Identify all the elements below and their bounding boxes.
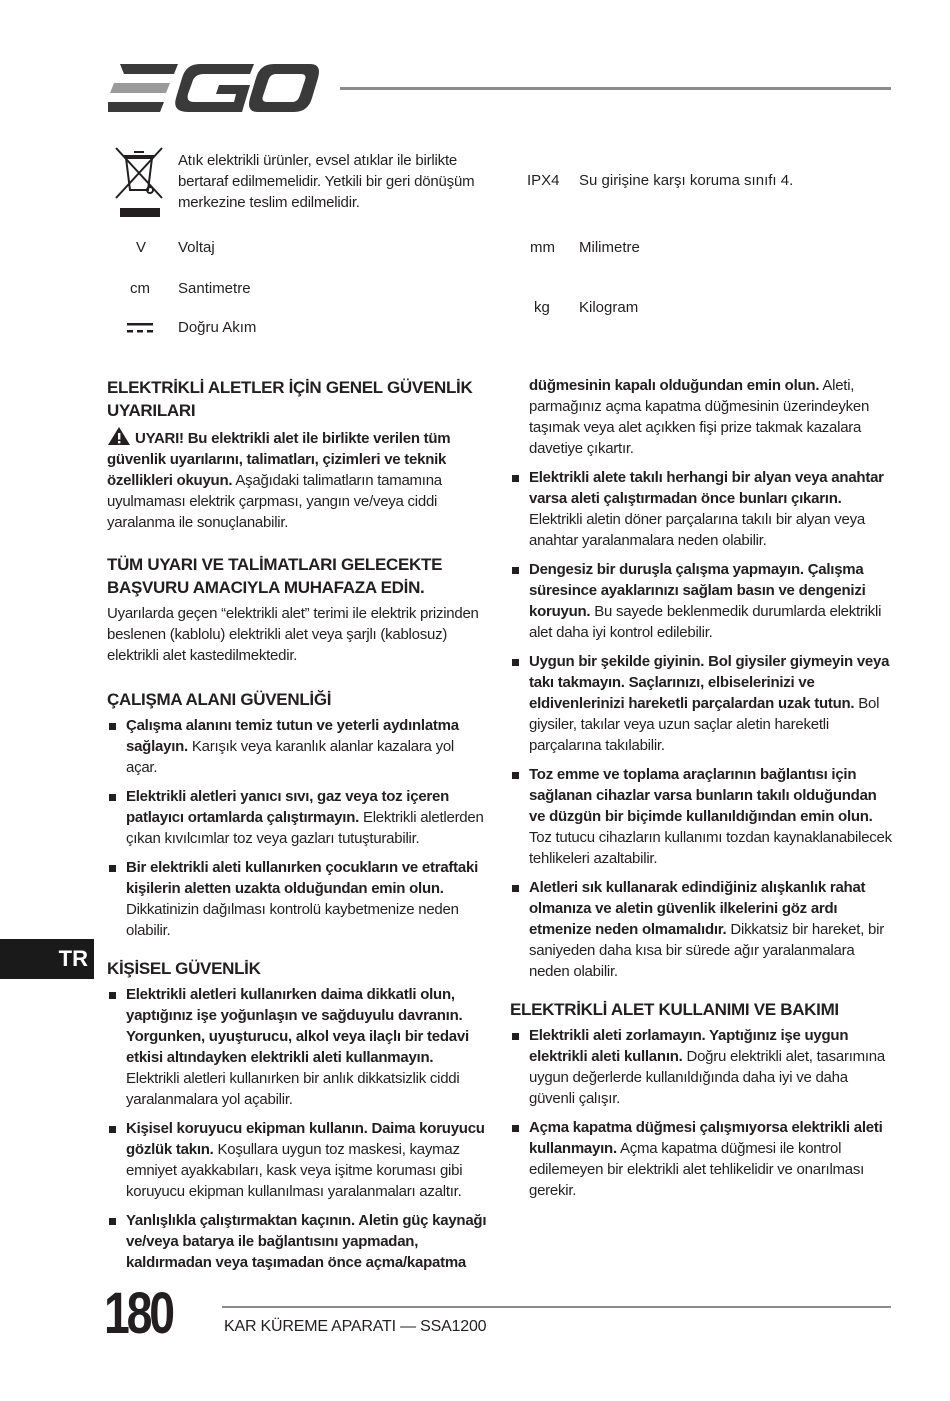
list-item bbox=[510, 877, 892, 982]
item-text: Koşullara uygun toz maskesi, kaymaz emniyet ayakkabıları, kask veya işitme koruması gibi koruyucu ekipman kullanılması yaralanmaları azaltır. bbox=[126, 1141, 463, 1200]
list-item-continued bbox=[510, 375, 892, 459]
list-item bbox=[510, 467, 892, 551]
language-tab-label: TR bbox=[58, 946, 88, 971]
heading-personal-safety: KİŞİSEL GÜVENLİK bbox=[107, 959, 261, 978]
item-text: Karışık veya karanlık alanlar kazalara yol açar. bbox=[126, 738, 454, 776]
list-item bbox=[107, 984, 487, 1110]
list-item bbox=[107, 786, 487, 849]
warning-paragraph bbox=[107, 426, 487, 533]
cm-symbol: cm bbox=[130, 280, 150, 297]
list-item bbox=[107, 1118, 487, 1202]
footer-title: KAR KÜREME APARATI — SSA1200 bbox=[224, 1318, 487, 1335]
list-item bbox=[107, 857, 487, 941]
item-bold: Dengesiz bir duruşla çalışma yapmayın. Çalışma süresince ayaklarınızı sağlam basın ve dengenizi koruyun. bbox=[529, 561, 866, 620]
list-item bbox=[510, 1025, 892, 1109]
item-text: Bol giysiler, takılar veya uzun saçlar aletin hareketli parçalarına takılabilir. bbox=[529, 695, 880, 754]
warning-bold-text: UYARI! Bu elektrikli alet ile birlikte verilen tüm güvenlik uyarılarını, talimatları, çizimleri ve teknik özellikleri okuyun. bbox=[107, 430, 451, 489]
work-area-list bbox=[107, 715, 487, 941]
item-text: Toz tutucu cihazların kullanımı tozdan kaynaklanabilecek tehlikeleri azaltabilir. bbox=[529, 829, 892, 867]
cm-description: Santimetre bbox=[178, 280, 251, 297]
weee-description bbox=[178, 150, 474, 213]
weee-line-2: bertaraf edilmemelidir. Yetkili bir geri dönüşüm bbox=[178, 173, 475, 190]
header-rule bbox=[340, 87, 891, 90]
ego-logo bbox=[108, 64, 320, 112]
item-bold: Uygun bir şekilde giyinin. Bol giysiler giymeyin veya takı takmayın. Saçlarınızı, elbiselerinizi ve eldivenlerinizi hareketli parçalardan uzak tutun. bbox=[529, 653, 890, 712]
list-item bbox=[107, 715, 487, 778]
heading-save-instructions bbox=[107, 553, 487, 599]
heading-save-line-1: TÜM UYARI VE TALİMATLARI GELECEKTE bbox=[107, 555, 443, 574]
ipx4-description: Su girişine karşı koruma sınıfı 4. bbox=[579, 172, 794, 189]
item-text: Dikkatinizin dağılması kontrolü kaybetmenize neden olabilir. bbox=[126, 901, 459, 939]
weee-line-3: merkezine teslim edilmelidir. bbox=[178, 194, 360, 211]
weee-line-1: Atık elektrikli ürünler, evsel atıklar ile birlikte bbox=[178, 152, 458, 169]
item-bold: düğmesinin kapalı olduğundan emin olun. bbox=[529, 377, 820, 394]
item-bold: Toz emme ve toplama araçlarının bağlantısı için sağlanan cihazlar varsa bunların takılı olduğundan ve düzgün bir biçimde kullanıldığından emin olun. bbox=[529, 766, 877, 825]
mm-description: Milimetre bbox=[579, 239, 640, 256]
volt-description: Voltaj bbox=[178, 239, 215, 256]
heading-general-safety bbox=[107, 376, 487, 422]
item-text: Dikkatsiz bir hareket, bir saniyeden daha kısa bir sürede ağır yaralanmalara neden olabilir. bbox=[529, 921, 884, 980]
left-column bbox=[107, 376, 487, 1285]
warning-text: Aşağıdaki talimatların tamamına uyulmaması elektrik çarpması, yangın ve/veya ciddi yaralanma ile sonuçlanabilir. bbox=[107, 472, 442, 531]
item-text: Elektrikli aletin döner parçalarına takılı bir alyan veya anahtar yaralanmalara neden olabilir. bbox=[529, 511, 865, 549]
list-item bbox=[510, 764, 892, 869]
heading-save-line-2: BAŞVURU AMACIYLA MUHAFAZA EDİN. bbox=[107, 578, 425, 597]
item-bold: Elektrikli aleti zorlamayın. Yaptığınız işe uygun elektrikli aleti kullanın. bbox=[529, 1027, 849, 1065]
item-bold: Elektrikli aletleri yanıcı sıvı, gaz veya toz içeren patlayıcı ortamlarda çalıştırmayın. bbox=[126, 788, 450, 826]
item-bold: Bir elektrikli aleti kullanırken çocukların ve etraftaki kişilerin aletten uzakta olduğundan emin olun. bbox=[126, 859, 478, 897]
heading-general-line-2: UYARILARI bbox=[107, 401, 196, 420]
dc-description: Doğru Akım bbox=[178, 319, 257, 336]
list-item bbox=[107, 1210, 487, 1273]
list-item bbox=[510, 559, 892, 643]
item-text: Elektrikli aletlerden çıkan kıvılcımlar toz veya gazları tutuşturabilir. bbox=[126, 809, 484, 847]
kg-symbol: kg bbox=[534, 299, 550, 316]
item-bold: Elektrikli alete takılı herhangi bir alyan veya anahtar varsa aleti çalıştırmadan önce bunları çıkarın. bbox=[529, 469, 884, 507]
kg-description: Kilogram bbox=[579, 299, 639, 316]
item-text: Elektrikli aletleri kullanırken bir anlık dikkatsizlik ciddi yaralanmalara yol açabilir. bbox=[126, 1070, 460, 1108]
heading-tool-use-care: ELEKTRİKLİ ALET KULLANIMI VE BAKIMI bbox=[510, 1000, 839, 1019]
item-bold: Kişisel koruyucu ekipman kullanın. Daima koruyucu gözlük takın. bbox=[126, 1120, 485, 1158]
page-number: 180 bbox=[104, 1281, 172, 1346]
warning-triangle-icon bbox=[107, 426, 131, 446]
item-bold: Yanlışlıkla çalıştırmaktan kaçının. Aletin güç kaynağı ve/veya batarya ile bağlantısını yapmadan, kaldırmadan veya taşımadan önce açma/kapatma bbox=[126, 1212, 487, 1271]
weee-bin-icon bbox=[112, 146, 166, 218]
heading-general-line-1: ELEKTRİKLİ ALETLER İÇİN GENEL GÜVENLİK bbox=[107, 378, 473, 397]
heading-work-area: ÇALIŞMA ALANI GÜVENLİĞİ bbox=[107, 690, 332, 709]
list-item bbox=[510, 1117, 892, 1201]
item-bold: Aletleri sık kullanarak edindiğiniz alışkanlık rahat olmanıza ve aletin güvenlik ilkelerini göz ardı etmenize neden olmamalıdır. bbox=[529, 879, 866, 938]
volt-symbol: V bbox=[136, 239, 147, 256]
ipx4-symbol: IPX4 bbox=[527, 172, 560, 189]
tool-use-list bbox=[510, 1025, 892, 1201]
item-text: Bu sayede beklenmedik durumlarda elektrikli alet daha iyi kontrol edilebilir. bbox=[529, 603, 882, 641]
language-tab bbox=[0, 939, 94, 979]
item-text: Açma kapatma düğmesi ile kontrol edilemeyen bir elektrikli alet tehlikelidir ve onarılması gerekir. bbox=[529, 1140, 865, 1199]
personal-safety-list-continued bbox=[510, 375, 892, 982]
item-bold: Elektrikli aletleri kullanırken daima dikkatli olun, yaptığınız işe yoğunlaşın ve sağduyulu davranın. Yorgunken, uyuşturucu, alkol veya ilaçlı bir tedavi etkisi altındayken elektrikli aleti kullanmayın. bbox=[126, 986, 469, 1066]
save-paragraph: Uyarılarda geçen “elektrikli alet” terimi ile elektrik prizinden beslenen (kablolu) elektrikli alet veya şarjlı (kablosuz) elektrikli alet kastedilmektedir. bbox=[107, 605, 479, 664]
direct-current-icon bbox=[127, 322, 153, 334]
right-column bbox=[510, 375, 892, 1213]
item-text: Aleti, parmağınız açma kapatma düğmesinin üzerindeyken taşımak veya alet açıkken fişi prize takmak kazalara davetiye çıkartır. bbox=[529, 377, 870, 457]
item-text: Doğru elektrikli alet, tasarımına uygun değerlerde kullanıldığında daha iyi ve daha güvenli çalışır. bbox=[529, 1048, 885, 1107]
item-bold: Açma kapatma düğmesi çalışmıyorsa elektrikli aleti kullanmayın. bbox=[529, 1119, 883, 1157]
mm-symbol: mm bbox=[530, 239, 555, 256]
item-bold: Çalışma alanını temiz tutun ve yeterli aydınlatma sağlayın. bbox=[126, 717, 459, 755]
list-item bbox=[510, 651, 892, 756]
footer-rule bbox=[222, 1306, 891, 1308]
personal-safety-list bbox=[107, 984, 487, 1273]
